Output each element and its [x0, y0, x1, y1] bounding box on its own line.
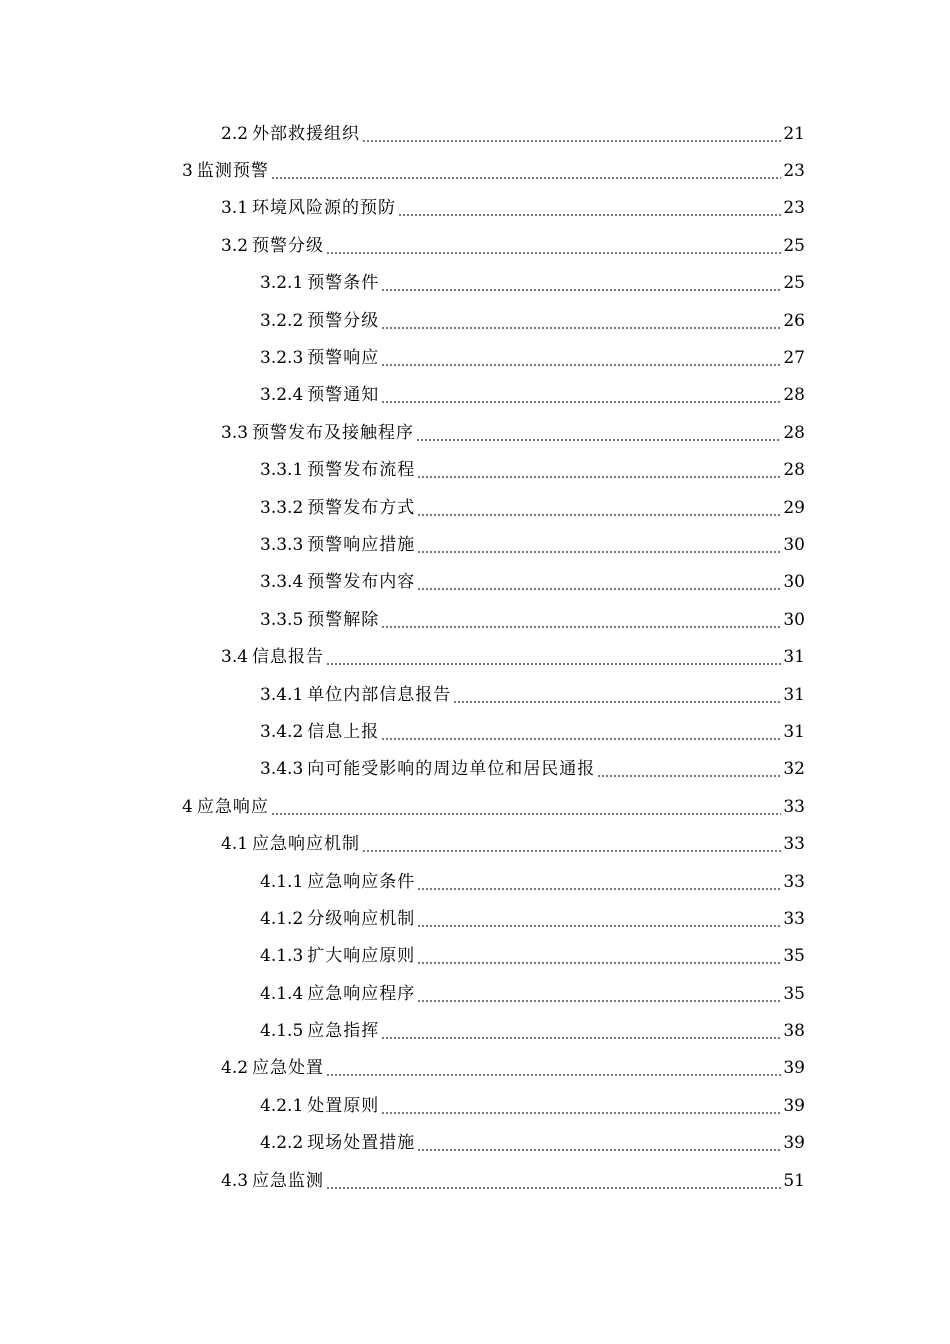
toc-entry-page-number: 29	[783, 497, 805, 518]
toc-entry-title: 应急响应条件	[307, 871, 416, 892]
toc-entry[interactable]	[0, 227, 950, 264]
toc-entry-number: 4.2	[221, 1058, 249, 1079]
toc-entry-number: 4.2.1	[260, 1095, 304, 1116]
toc-entry-number: 3.3.3	[260, 534, 304, 555]
toc-entry-number: 3.4.3	[260, 759, 304, 780]
toc-entry-title: 现场处置措施	[307, 1133, 416, 1154]
toc-entry[interactable]	[0, 1012, 950, 1049]
toc-entry[interactable]	[0, 863, 950, 900]
toc-entry-page-number: 25	[783, 235, 805, 256]
toc-dot-leader	[417, 498, 781, 518]
toc-entry-title: 信息上报	[307, 721, 380, 742]
toc-dot-leader	[398, 198, 781, 218]
toc-entry-number: 3.2.1	[260, 273, 304, 294]
toc-entry[interactable]	[0, 638, 950, 675]
toc-entry[interactable]	[0, 190, 950, 227]
toc-entry-page-number: 33	[783, 834, 805, 855]
toc-dot-leader	[271, 161, 782, 181]
toc-entry-title: 处置原则	[307, 1095, 380, 1116]
toc-entry-title: 扩大响应原则	[307, 946, 416, 967]
toc-dot-leader	[381, 273, 781, 293]
toc-dot-leader	[453, 685, 781, 705]
toc-dot-leader	[381, 1096, 781, 1116]
toc-dot-leader	[271, 797, 782, 817]
toc-entry-number: 3.4.2	[260, 721, 304, 742]
toc-entry[interactable]	[0, 975, 950, 1012]
toc-dot-leader	[417, 909, 781, 929]
toc-entry-page-number: 31	[783, 647, 805, 668]
toc-entry-title: 预警响应措施	[307, 534, 416, 555]
toc-entry[interactable]	[0, 265, 950, 302]
toc-entry[interactable]	[0, 564, 950, 601]
toc-entry-number: 4.1.1	[260, 871, 304, 892]
toc-entry-title: 应急响应程序	[307, 983, 416, 1004]
toc-dot-leader	[417, 460, 781, 480]
toc-entry[interactable]	[0, 1050, 950, 1087]
toc-entry-number: 3.4	[221, 647, 249, 668]
toc-entry-page-number: 27	[783, 348, 805, 369]
toc-entry-number: 3.3.4	[260, 572, 304, 593]
toc-entry-title: 预警通知	[307, 385, 380, 406]
toc-entry[interactable]	[0, 938, 950, 975]
toc-entry-number: 4.1	[221, 834, 249, 855]
toc-entry-number: 3.2.4	[260, 385, 304, 406]
toc-entry[interactable]	[0, 1087, 950, 1124]
toc-entry-title: 预警发布及接触程序	[252, 422, 415, 443]
toc-entry-page-number: 33	[783, 796, 805, 817]
toc-entry[interactable]	[0, 676, 950, 713]
toc-dot-leader	[381, 385, 781, 405]
toc-entry[interactable]	[0, 1162, 950, 1199]
toc-entry-number: 3.3	[221, 422, 249, 443]
toc-entry-number: 3.3.2	[260, 497, 304, 518]
toc-entry-title: 应急监测	[252, 1170, 325, 1191]
toc-entry-number: 3	[182, 161, 193, 182]
toc-entry-page-number: 23	[783, 161, 805, 182]
toc-dot-leader	[381, 722, 781, 742]
toc-entry-number: 4.1.4	[260, 983, 304, 1004]
toc-dot-leader	[417, 535, 781, 555]
toc-entry[interactable]	[0, 377, 950, 414]
toc-entry-page-number: 23	[783, 198, 805, 219]
toc-entry-number: 4.1.2	[260, 908, 304, 929]
toc-entry-number: 3.1	[221, 198, 249, 219]
toc-entry-number: 3.2.3	[260, 348, 304, 369]
toc-entry-title: 应急指挥	[307, 1021, 380, 1042]
toc-entry-page-number: 33	[783, 871, 805, 892]
toc-entry-title: 外部救援组织	[252, 123, 361, 144]
toc-dot-leader	[326, 1171, 781, 1191]
toc-entry-number: 3.3.1	[260, 460, 304, 481]
toc-entry-page-number: 32	[783, 759, 805, 780]
toc-entry-number: 4	[182, 796, 193, 817]
toc-entry[interactable]	[0, 900, 950, 937]
toc-entry-page-number: 39	[783, 1058, 805, 1079]
toc-entry[interactable]	[0, 302, 950, 339]
toc-dot-leader	[417, 1133, 781, 1153]
toc-entry-number: 2.2	[221, 123, 249, 144]
toc-entry-page-number: 26	[783, 310, 805, 331]
toc-entry-title: 应急响应	[196, 796, 269, 817]
toc-entry-number: 4.3	[221, 1170, 249, 1191]
toc-entry-title: 向可能受影响的周边单位和居民通报	[307, 759, 596, 780]
toc-dot-leader	[417, 984, 781, 1004]
toc-dot-leader	[417, 572, 781, 592]
toc-dot-leader	[362, 124, 781, 144]
table-of-contents	[0, 115, 950, 1199]
toc-entry-page-number: 31	[783, 684, 805, 705]
toc-entry-number: 4.2.2	[260, 1133, 304, 1154]
toc-entry-title: 环境风险源的预防	[252, 198, 397, 219]
toc-entry[interactable]	[0, 152, 950, 189]
toc-dot-leader	[381, 1021, 781, 1041]
toc-entry[interactable]	[0, 601, 950, 638]
toc-entry-title: 信息报告	[252, 647, 325, 668]
toc-entry-page-number: 28	[783, 460, 805, 481]
toc-dot-leader	[326, 647, 781, 667]
toc-entry-title: 预警发布流程	[307, 460, 416, 481]
toc-entry-page-number: 31	[783, 721, 805, 742]
toc-entry-page-number: 30	[783, 572, 805, 593]
toc-entry-title: 预警发布内容	[307, 572, 416, 593]
toc-entry-page-number: 39	[783, 1133, 805, 1154]
toc-entry-number: 3.4.1	[260, 684, 304, 705]
toc-entry[interactable]	[0, 115, 950, 152]
toc-dot-leader	[416, 423, 781, 443]
toc-entry-page-number: 51	[783, 1170, 805, 1191]
toc-entry[interactable]	[0, 526, 950, 563]
toc-entry-page-number: 21	[783, 123, 805, 144]
toc-entry-title: 预警解除	[307, 609, 380, 630]
toc-entry-page-number: 35	[783, 983, 805, 1004]
toc-entry-title: 预警分级	[252, 235, 325, 256]
toc-dot-leader	[326, 236, 781, 256]
toc-entry-title: 预警响应	[307, 348, 380, 369]
toc-entry-page-number: 28	[783, 385, 805, 406]
toc-entry[interactable]	[0, 788, 950, 825]
toc-entry-number: 4.1.5	[260, 1021, 304, 1042]
toc-entry[interactable]	[0, 825, 950, 862]
toc-entry[interactable]	[0, 339, 950, 376]
toc-entry-title: 单位内部信息报告	[307, 684, 452, 705]
toc-dot-leader	[326, 1058, 781, 1078]
toc-dot-leader	[381, 610, 781, 630]
toc-entry[interactable]	[0, 489, 950, 526]
toc-dot-leader	[381, 348, 781, 368]
toc-dot-leader	[362, 834, 781, 854]
toc-entry-title: 预警条件	[307, 273, 380, 294]
toc-entry-title: 分级响应机制	[307, 908, 416, 929]
toc-entry-title: 应急响应机制	[252, 834, 361, 855]
toc-entry-title: 预警分级	[307, 310, 380, 331]
toc-dot-leader	[417, 872, 781, 892]
toc-entry[interactable]	[0, 713, 950, 750]
toc-entry-number: 3.2	[221, 235, 249, 256]
toc-dot-leader	[597, 759, 781, 779]
toc-entry[interactable]	[0, 414, 950, 451]
toc-entry-page-number: 30	[783, 534, 805, 555]
toc-entry-number: 3.3.5	[260, 609, 304, 630]
toc-entry[interactable]	[0, 751, 950, 788]
toc-entry-number: 3.2.2	[260, 310, 304, 331]
toc-entry-page-number: 38	[783, 1021, 805, 1042]
toc-entry-number: 4.1.3	[260, 946, 304, 967]
toc-dot-leader	[381, 311, 781, 331]
toc-entry-title: 应急处置	[252, 1058, 325, 1079]
toc-entry-page-number: 25	[783, 273, 805, 294]
toc-entry-page-number: 28	[783, 422, 805, 443]
toc-entry-title: 监测预警	[196, 161, 269, 182]
toc-entry-page-number: 39	[783, 1095, 805, 1116]
toc-entry-title: 预警发布方式	[307, 497, 416, 518]
toc-entry-page-number: 33	[783, 908, 805, 929]
toc-entry-page-number: 35	[783, 946, 805, 967]
toc-entry-page-number: 30	[783, 609, 805, 630]
toc-entry[interactable]	[0, 452, 950, 489]
toc-entry[interactable]	[0, 1125, 950, 1162]
toc-dot-leader	[417, 946, 781, 966]
